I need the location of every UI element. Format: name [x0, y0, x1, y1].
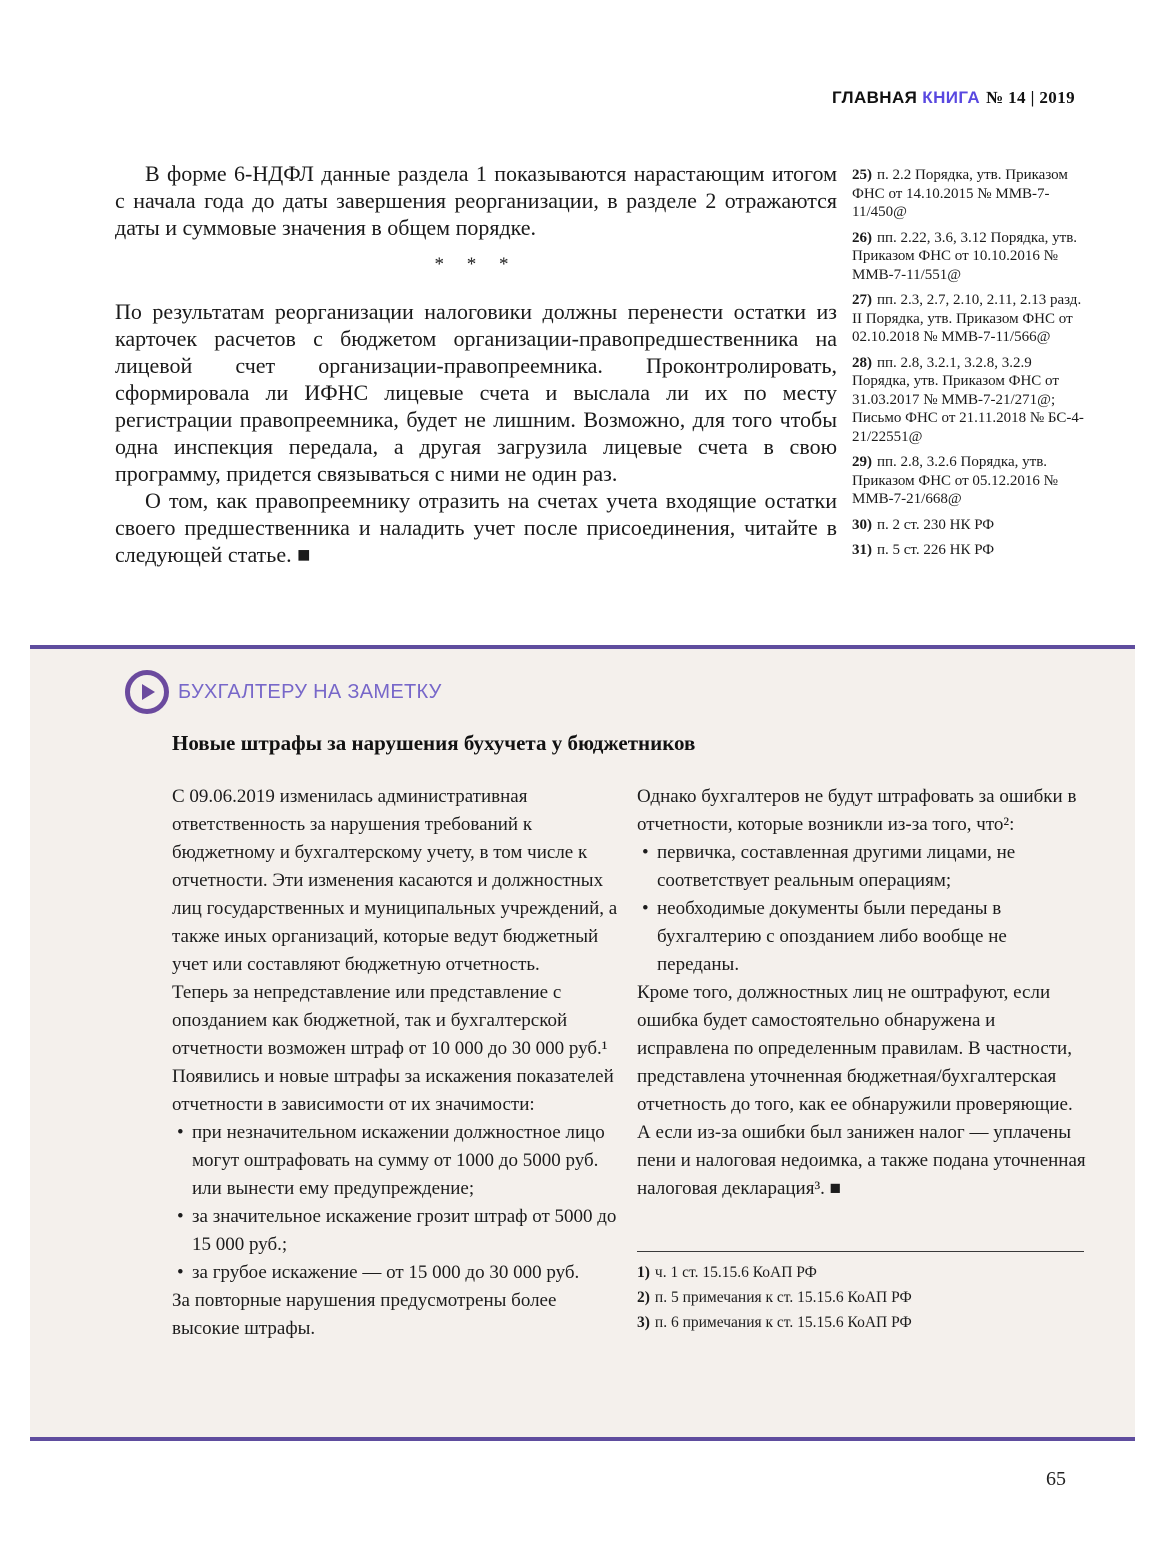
note-section [30, 645, 1135, 1441]
footnote-number: 2) [637, 1289, 650, 1306]
footnote-text: п. 6 примечания к ст. 15.15.6 КоАП РФ [654, 1314, 912, 1331]
footnote-text: ч. 1 ст. 15.15.6 КоАП РФ [654, 1264, 817, 1281]
note-right-column [637, 783, 1087, 1343]
article-paragraph-1: В форме 6-НДФЛ данные раздела 1 показываются нарастающим итогом с начала года до даты завершения реорганизации, в разделе 2 отражаются даты и суммовые значения в общем порядке. [115, 161, 837, 240]
footnote-item [637, 1260, 1087, 1285]
reference-text: пп. 2.3, 2.7, 2.10, 2.11, 2.13 разд. II Порядка, утв. Приказом ФНС от 02.10.2018 № ММВ-7-11/566@ [852, 292, 1082, 345]
list-item [172, 1259, 622, 1287]
list-item-text: необходимые документы были переданы в бухгалтерию с опозданием либо вообще не переданы. [657, 898, 1007, 975]
rubric-label: БУХГАЛТЕРУ НА ЗАМЕТКУ [178, 681, 442, 703]
note-left-column [172, 783, 622, 1343]
article-top-text [115, 160, 837, 568]
footnote-item [637, 1285, 1087, 1310]
reference-item [852, 516, 1084, 535]
play-triangle-icon [142, 684, 155, 700]
list-item [637, 839, 1087, 895]
list-item-text: при незначительном искажении должностное лицо могут оштрафовать на сумму от 1000 до 5000 руб. или вынести ему предупреждение; [192, 1122, 605, 1199]
footnote-number: 3) [637, 1314, 650, 1331]
footnote-text: п. 5 примечания к ст. 15.15.6 КоАП РФ [654, 1289, 912, 1306]
note-left-paragraph-2: Теперь за непредставление или представление с опозданием как бюджетной, так и бухгалтерской отчетности возможен штраф от 10 000 до 30 000 руб.¹ Появились и новые штрафы за искажения показателей отчетности в зависимости от их значимости: [172, 982, 614, 1115]
reference-number: 31) [852, 542, 872, 558]
list-item [637, 895, 1087, 979]
note-article-title: Новые штрафы за нарушения бухучета у бюджетников [172, 731, 696, 755]
page-number: 65 [1046, 1468, 1066, 1490]
note-right-paragraph-1: Однако бухгалтеров не будут штрафовать за ошибки в отчетности, которые возникли из-за того, что²: [637, 786, 1077, 835]
note-left-paragraph-3: За повторные нарушения предусмотрены более высокие штрафы. [172, 1290, 557, 1339]
reference-number: 26) [852, 229, 872, 246]
references-sidebar [852, 166, 1084, 567]
note-right-paragraph-2: Кроме того, должностных лиц не оштрафуют, если ошибка будет самостоятельно обнаружена и исправлена по определенным правилам. В частности, представлена уточненная бюджетная/бухгалтерская отчетность до того, как ее обнаружили проверяющие. А если из-за ошибки был занижен налог — уплачены пени и налоговая недоимка, а также подана уточненная налоговая декларация³. ■ [637, 982, 1086, 1199]
list-item-text: за грубое искажение — от 15 000 до 30 000 руб. [192, 1262, 580, 1283]
reference-item [852, 541, 1084, 560]
brand-name-black: ГЛАВНАЯ [832, 88, 918, 107]
brand-name-purple: КНИГА [922, 88, 981, 107]
note-article-columns [172, 783, 1087, 1343]
list-item [172, 1119, 622, 1203]
reference-text: пп. 2.22, 3.6, 3.12 Порядка, утв. Приказом ФНС от 10.10.2016 № ММВ-7-11/551@ [852, 229, 1078, 283]
reference-text: пп. 2.8, 3.2.1, 3.2.8, 3.2.9 Порядка, утв. Приказом ФНС от 31.03.2017 № ММВ-7-21/271@; Письмо ФНС от 21.11.2018 № БС-4-21/22551@ [852, 354, 1084, 445]
reference-item [852, 229, 1084, 285]
reference-number: 25) [852, 167, 872, 183]
asterisk-separator: * * * [434, 254, 518, 275]
reference-number: 28) [852, 354, 872, 371]
reference-item [852, 354, 1084, 447]
note-footnotes [637, 1260, 1087, 1335]
reference-text: п. 2.2 Порядка, утв. Приказом ФНС от 14.10.2015 № ММВ-7-11/450@ [852, 167, 1068, 220]
article-paragraph-2: По результатам реорганизации налоговики должны перенести остатки из карточек расчетов с бюджетом организации-правопредшественника на лицевой счет организации-правопреемника. Проконтролировать, сформировала ли ИФНС лицевые счета и выслала ли их по месту регистрации правопреемника, будет не лишним. Возможно, для того чтобы одна инспекция передала, а другая загрузила лицевые счета в свою программу, придется связываться с ними не один раз. [115, 299, 837, 486]
list-item-text: за значительное искажение грозит штраф от 5000 до 15 000 руб.; [192, 1206, 617, 1255]
list-item [172, 1203, 622, 1259]
reference-number: 29) [852, 454, 872, 470]
list-item-text: первичка, составленная другими лицами, не соответствует реальным операциям; [657, 842, 1016, 891]
reference-number: 30) [852, 516, 872, 533]
note-left-paragraph-1: С 09.06.2019 изменилась административная ответственность за нарушения требований к бюджетному и бухгалтерскому учету, в том числе к отчетности. Эти изменения касаются и должностных лиц государственных и муниципальных учреждений, а также иных организаций, которые ведут бюджетный учет или составляют бюджетную отчетность. [172, 786, 618, 975]
reference-number: 27) [852, 292, 872, 308]
reference-item [852, 291, 1084, 347]
footnote-number: 1) [637, 1264, 650, 1281]
reference-text: пп. 2.8, 3.2.6 Порядка, утв. Приказом ФНС от 05.12.2016 № ММВ-7-21/668@ [852, 454, 1058, 507]
reference-item [852, 166, 1084, 222]
reference-text: п. 5 ст. 226 НК РФ [877, 542, 995, 558]
play-icon [125, 670, 169, 714]
article-paragraph-3: О том, как правопреемнику отразить на счетах учета входящие остатки своего предшественника и наладить учет после присоединения, читайте в следующей статье. ■ [115, 488, 837, 567]
issue-number: № 14 | 2019 [986, 88, 1075, 107]
magazine-header [832, 88, 1075, 108]
footnote-divider [637, 1251, 1084, 1252]
reference-text: п. 2 ст. 230 НК РФ [877, 516, 995, 533]
reference-item [852, 453, 1084, 509]
footnote-item [637, 1310, 1087, 1335]
